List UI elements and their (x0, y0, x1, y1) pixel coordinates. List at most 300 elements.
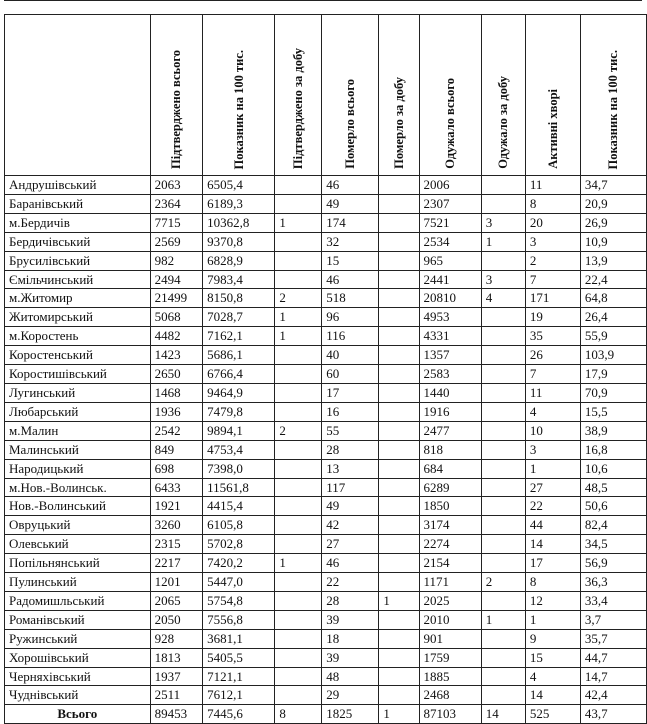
column-header-label: Підтверджено всього (169, 49, 184, 169)
table-cell: 14 (525, 535, 580, 554)
total-cell: 89453 (150, 705, 203, 724)
table-cell: 2010 (419, 610, 481, 629)
table-row (5, 591, 647, 610)
district-name-cell: Овруцький (5, 516, 151, 535)
table-cell (481, 591, 525, 610)
table-cell: 1916 (419, 402, 481, 421)
table-cell (275, 440, 322, 459)
table-cell: 22 (525, 497, 580, 516)
table-cell: 10,6 (580, 459, 646, 478)
table-cell: 11 (525, 383, 580, 402)
table-cell: 2274 (419, 535, 481, 554)
table-cell (379, 270, 419, 289)
table-cell: 33,4 (580, 591, 646, 610)
table-cell: 40 (322, 346, 379, 365)
table-cell: 48,5 (580, 478, 646, 497)
table-cell (275, 478, 322, 497)
column-header-label: Одужало всього (443, 78, 458, 169)
table-cell: 39 (322, 648, 379, 667)
table-cell: 171 (525, 289, 580, 308)
table-row (5, 554, 647, 573)
table-cell: 2154 (419, 554, 481, 573)
table-cell: 849 (150, 440, 203, 459)
table-cell: 3 (525, 232, 580, 251)
table-cell: 2494 (150, 270, 203, 289)
header-cell-box (581, 15, 646, 175)
table-cell: 5405,5 (203, 648, 275, 667)
table-cell (275, 251, 322, 270)
table-cell: 1 (275, 554, 322, 573)
table-cell (481, 648, 525, 667)
table-cell: 42,4 (580, 686, 646, 705)
table-cell (481, 308, 525, 327)
table-cell: 1357 (419, 346, 481, 365)
district-name-cell: Любарський (5, 402, 151, 421)
table-cell: 4953 (419, 308, 481, 327)
table-cell: 36,3 (580, 573, 646, 592)
header-cell-box (203, 15, 274, 175)
table-cell: 12 (525, 591, 580, 610)
table-cell: 49 (322, 194, 379, 213)
table-cell (275, 648, 322, 667)
table-cell (379, 459, 419, 478)
table-row (5, 308, 647, 327)
table-cell (379, 686, 419, 705)
table-cell: 2006 (419, 176, 481, 195)
table-top-border (4, 0, 642, 15)
table-cell: 3260 (150, 516, 203, 535)
table-cell: 7521 (419, 213, 481, 232)
table-cell: 9 (525, 629, 580, 648)
table-body (5, 176, 647, 724)
table-cell: 2542 (150, 421, 203, 440)
table-cell: 10362,8 (203, 213, 275, 232)
table-cell: 20,9 (580, 194, 646, 213)
table-cell: 42 (322, 516, 379, 535)
table-cell (481, 516, 525, 535)
table-row (5, 194, 647, 213)
district-name-cell: Андрушівський (5, 176, 151, 195)
table-cell: 7420,2 (203, 554, 275, 573)
column-header-label: Активні хворі (545, 89, 560, 169)
table-cell: 818 (419, 440, 481, 459)
table-cell (379, 573, 419, 592)
table-cell (275, 383, 322, 402)
table-cell: 2441 (419, 270, 481, 289)
table-cell: 2315 (150, 535, 203, 554)
table-cell: 15,5 (580, 402, 646, 421)
table-cell: 2063 (150, 176, 203, 195)
table-row (5, 346, 647, 365)
table-row (5, 251, 647, 270)
table-cell: 965 (419, 251, 481, 270)
table-cell: 4 (525, 667, 580, 686)
district-name-cell: Попільнянський (5, 554, 151, 573)
table-row (5, 365, 647, 384)
table-cell: 48 (322, 667, 379, 686)
table-cell: 35,7 (580, 629, 646, 648)
column-header (379, 15, 419, 176)
table-cell (481, 667, 525, 686)
table-cell: 1 (275, 213, 322, 232)
header-cell-box (526, 15, 580, 175)
table-cell: 26,4 (580, 308, 646, 327)
table-cell: 60 (322, 365, 379, 384)
district-name-cell: Народицький (5, 459, 151, 478)
table-cell: 1936 (150, 402, 203, 421)
table-cell: 1921 (150, 497, 203, 516)
table-row (5, 497, 647, 516)
table-cell: 117 (322, 478, 379, 497)
district-name-cell: м.Бердичів (5, 213, 151, 232)
table-cell: 13,9 (580, 251, 646, 270)
table-cell: 26,9 (580, 213, 646, 232)
table-cell (481, 629, 525, 648)
table-cell: 11 (525, 176, 580, 195)
table-cell: 44,7 (580, 648, 646, 667)
table-cell (379, 648, 419, 667)
table-cell: 28 (322, 591, 379, 610)
covid-statistics-table-container (4, 14, 647, 724)
table-cell: 17,9 (580, 365, 646, 384)
total-cell: 525 (525, 705, 580, 724)
table-cell: 22 (322, 573, 379, 592)
table-row (5, 289, 647, 308)
table-cell: 928 (150, 629, 203, 648)
total-cell: 87103 (419, 705, 481, 724)
table-cell (379, 440, 419, 459)
table-cell: 2025 (419, 591, 481, 610)
table-cell: 29 (322, 686, 379, 705)
table-cell: 2650 (150, 365, 203, 384)
district-name-cell: Житомирський (5, 308, 151, 327)
table-cell: 16 (322, 402, 379, 421)
table-cell (481, 459, 525, 478)
table-cell (275, 497, 322, 516)
table-cell: 174 (322, 213, 379, 232)
district-name-cell: Коростенський (5, 346, 151, 365)
table-cell: 4 (525, 402, 580, 421)
table-cell (275, 591, 322, 610)
table-cell (275, 573, 322, 592)
table-cell (481, 251, 525, 270)
table-cell: 26 (525, 346, 580, 365)
table-cell: 82,4 (580, 516, 646, 535)
table-cell: 27 (525, 478, 580, 497)
table-cell: 7 (525, 270, 580, 289)
table-cell: 10,9 (580, 232, 646, 251)
table-cell: 17 (525, 554, 580, 573)
header-name-column (5, 15, 151, 176)
table-cell (481, 478, 525, 497)
column-header (203, 15, 275, 176)
table-cell (379, 289, 419, 308)
table-cell: 2511 (150, 686, 203, 705)
table-cell: 2 (275, 289, 322, 308)
table-cell: 46 (322, 270, 379, 289)
column-header-label: Одужало за добу (496, 76, 511, 169)
table-cell: 901 (419, 629, 481, 648)
table-cell: 8 (525, 194, 580, 213)
table-cell: 2065 (150, 591, 203, 610)
header-cell-box (151, 15, 203, 175)
table-cell: 9464,9 (203, 383, 275, 402)
table-cell (275, 667, 322, 686)
table-cell (379, 383, 419, 402)
table-cell: 3 (481, 213, 525, 232)
table-cell: 15 (525, 648, 580, 667)
total-cell: 1 (379, 705, 419, 724)
district-name-cell: Пулинський (5, 573, 151, 592)
table-cell: 34,5 (580, 535, 646, 554)
table-cell: 6289 (419, 478, 481, 497)
table-cell: 982 (150, 251, 203, 270)
table-cell (379, 554, 419, 573)
table-cell: 1937 (150, 667, 203, 686)
table-cell: 6766,4 (203, 365, 275, 384)
table-cell: 46 (322, 554, 379, 573)
district-name-cell: Баранівський (5, 194, 151, 213)
table-row (5, 440, 647, 459)
table-cell (275, 459, 322, 478)
table-cell: 34,7 (580, 176, 646, 195)
table-cell (379, 365, 419, 384)
table-cell: 49 (322, 497, 379, 516)
table-cell (481, 327, 525, 346)
table-cell: 9894,1 (203, 421, 275, 440)
table-cell (379, 610, 419, 629)
table-header-row (5, 15, 647, 176)
table-cell (481, 402, 525, 421)
table-row (5, 516, 647, 535)
total-cell: 8 (275, 705, 322, 724)
table-cell: 35 (525, 327, 580, 346)
table-cell: 7398,0 (203, 459, 275, 478)
table-row (5, 648, 647, 667)
table-cell: 2477 (419, 421, 481, 440)
table-row (5, 667, 647, 686)
table-cell: 4331 (419, 327, 481, 346)
column-header (150, 15, 203, 176)
table-cell (481, 176, 525, 195)
table-row (5, 421, 647, 440)
table-cell: 32 (322, 232, 379, 251)
table-cell: 5702,8 (203, 535, 275, 554)
table-cell: 7 (525, 365, 580, 384)
table-cell: 16,8 (580, 440, 646, 459)
district-name-cell: Ружинський (5, 629, 151, 648)
table-cell: 64,8 (580, 289, 646, 308)
column-header (481, 15, 525, 176)
table-cell: 96 (322, 308, 379, 327)
table-cell (481, 383, 525, 402)
table-cell: 6189,3 (203, 194, 275, 213)
table-cell: 2050 (150, 610, 203, 629)
table-cell: 50,6 (580, 497, 646, 516)
table-cell: 1759 (419, 648, 481, 667)
total-cell: 1825 (322, 705, 379, 724)
table-cell: 5754,8 (203, 591, 275, 610)
table-cell: 5068 (150, 308, 203, 327)
table-cell: 6105,8 (203, 516, 275, 535)
table-row (5, 383, 647, 402)
table-cell: 19 (525, 308, 580, 327)
total-cell: 43,7 (580, 705, 646, 724)
column-header-label: Померло за добу (391, 77, 406, 169)
table-cell (379, 535, 419, 554)
table-cell: 14 (525, 686, 580, 705)
table-cell: 2468 (419, 686, 481, 705)
table-cell: 2307 (419, 194, 481, 213)
table-cell: 20 (525, 213, 580, 232)
table-cell: 5447,0 (203, 573, 275, 592)
table-cell (379, 516, 419, 535)
table-cell: 2534 (419, 232, 481, 251)
table-cell: 5686,1 (203, 346, 275, 365)
table-cell: 70,9 (580, 383, 646, 402)
district-name-cell: Хорошівський (5, 648, 151, 667)
table-cell: 18 (322, 629, 379, 648)
table-cell (275, 365, 322, 384)
table-cell: 22,4 (580, 270, 646, 289)
column-header (275, 15, 322, 176)
table-cell: 7162,1 (203, 327, 275, 346)
table-cell: 1201 (150, 573, 203, 592)
district-name-cell: Радомишльський (5, 591, 151, 610)
district-name-cell: Олевський (5, 535, 151, 554)
table-cell: 13 (322, 459, 379, 478)
table-cell (481, 535, 525, 554)
table-cell: 7983,4 (203, 270, 275, 289)
table-cell: 7479,8 (203, 402, 275, 421)
covid-statistics-table (4, 14, 647, 724)
table-cell: 38,9 (580, 421, 646, 440)
table-cell: 1813 (150, 648, 203, 667)
header-cell-box (275, 15, 321, 175)
table-cell: 8150,8 (203, 289, 275, 308)
district-name-cell: Коростишівський (5, 365, 151, 384)
column-header-label: Померло всього (343, 79, 358, 169)
table-cell (379, 478, 419, 497)
total-row (5, 705, 647, 724)
table-cell (379, 251, 419, 270)
table-cell: 684 (419, 459, 481, 478)
table-cell: 1 (379, 591, 419, 610)
table-cell: 27 (322, 535, 379, 554)
column-header-label: Підтверджено за добу (291, 47, 306, 169)
table-cell: 7612,1 (203, 686, 275, 705)
table-cell: 1885 (419, 667, 481, 686)
table-cell: 7028,7 (203, 308, 275, 327)
table-cell (481, 346, 525, 365)
table-cell (379, 213, 419, 232)
table-row (5, 573, 647, 592)
table-cell: 17 (322, 383, 379, 402)
table-cell: 1423 (150, 346, 203, 365)
district-name-cell: Чуднівський (5, 686, 151, 705)
table-cell: 20810 (419, 289, 481, 308)
table-cell (275, 194, 322, 213)
header-cell-box (482, 15, 525, 175)
table-cell: 6433 (150, 478, 203, 497)
table-cell: 1 (525, 459, 580, 478)
table-cell (481, 365, 525, 384)
table-cell: 3 (481, 270, 525, 289)
table-cell (275, 629, 322, 648)
table-row (5, 629, 647, 648)
table-cell (379, 308, 419, 327)
district-name-cell: м.Малин (5, 421, 151, 440)
header-cell-box (322, 15, 378, 175)
table-cell (379, 629, 419, 648)
table-cell: 1440 (419, 383, 481, 402)
table-cell (379, 421, 419, 440)
table-cell: 7121,1 (203, 667, 275, 686)
table-cell (481, 440, 525, 459)
column-header (419, 15, 481, 176)
total-cell: 7445,6 (203, 705, 275, 724)
table-row (5, 270, 647, 289)
table-cell (481, 554, 525, 573)
table-cell (379, 327, 419, 346)
district-name-cell: Нов.-Волинський (5, 497, 151, 516)
table-cell: 2217 (150, 554, 203, 573)
table-cell (379, 402, 419, 421)
column-header-label: Показник на 100 тис. (606, 49, 621, 169)
table-cell: 2364 (150, 194, 203, 213)
table-row (5, 402, 647, 421)
table-cell: 11561,8 (203, 478, 275, 497)
table-cell: 4482 (150, 327, 203, 346)
column-header-label: Показник на 100 тис. (231, 49, 246, 169)
table-cell: 103,9 (580, 346, 646, 365)
table-cell (275, 176, 322, 195)
table-cell: 1 (525, 610, 580, 629)
table-cell: 6828,9 (203, 251, 275, 270)
table-cell (275, 516, 322, 535)
table-row (5, 535, 647, 554)
district-name-cell: Брусилівський (5, 251, 151, 270)
table-row (5, 478, 647, 497)
header-cell-box (5, 15, 150, 175)
table-cell: 3,7 (580, 610, 646, 629)
table-cell: 4753,4 (203, 440, 275, 459)
table-cell: 2 (481, 573, 525, 592)
table-cell: 55,9 (580, 327, 646, 346)
table-row (5, 232, 647, 251)
table-cell: 28 (322, 440, 379, 459)
table-cell: 39 (322, 610, 379, 629)
district-name-cell: Бердичівський (5, 232, 151, 251)
table-row (5, 610, 647, 629)
header-cell-box (420, 15, 481, 175)
table-cell: 15 (322, 251, 379, 270)
table-cell (379, 497, 419, 516)
table-cell: 7556,8 (203, 610, 275, 629)
table-cell (275, 686, 322, 705)
table-cell (481, 497, 525, 516)
table-cell: 518 (322, 289, 379, 308)
column-header (322, 15, 379, 176)
table-cell (379, 194, 419, 213)
table-cell (481, 194, 525, 213)
table-cell (275, 402, 322, 421)
district-name-cell: м.Коростень (5, 327, 151, 346)
table-cell: 56,9 (580, 554, 646, 573)
table-cell (275, 610, 322, 629)
total-cell: 14 (481, 705, 525, 724)
table-cell: 46 (322, 176, 379, 195)
